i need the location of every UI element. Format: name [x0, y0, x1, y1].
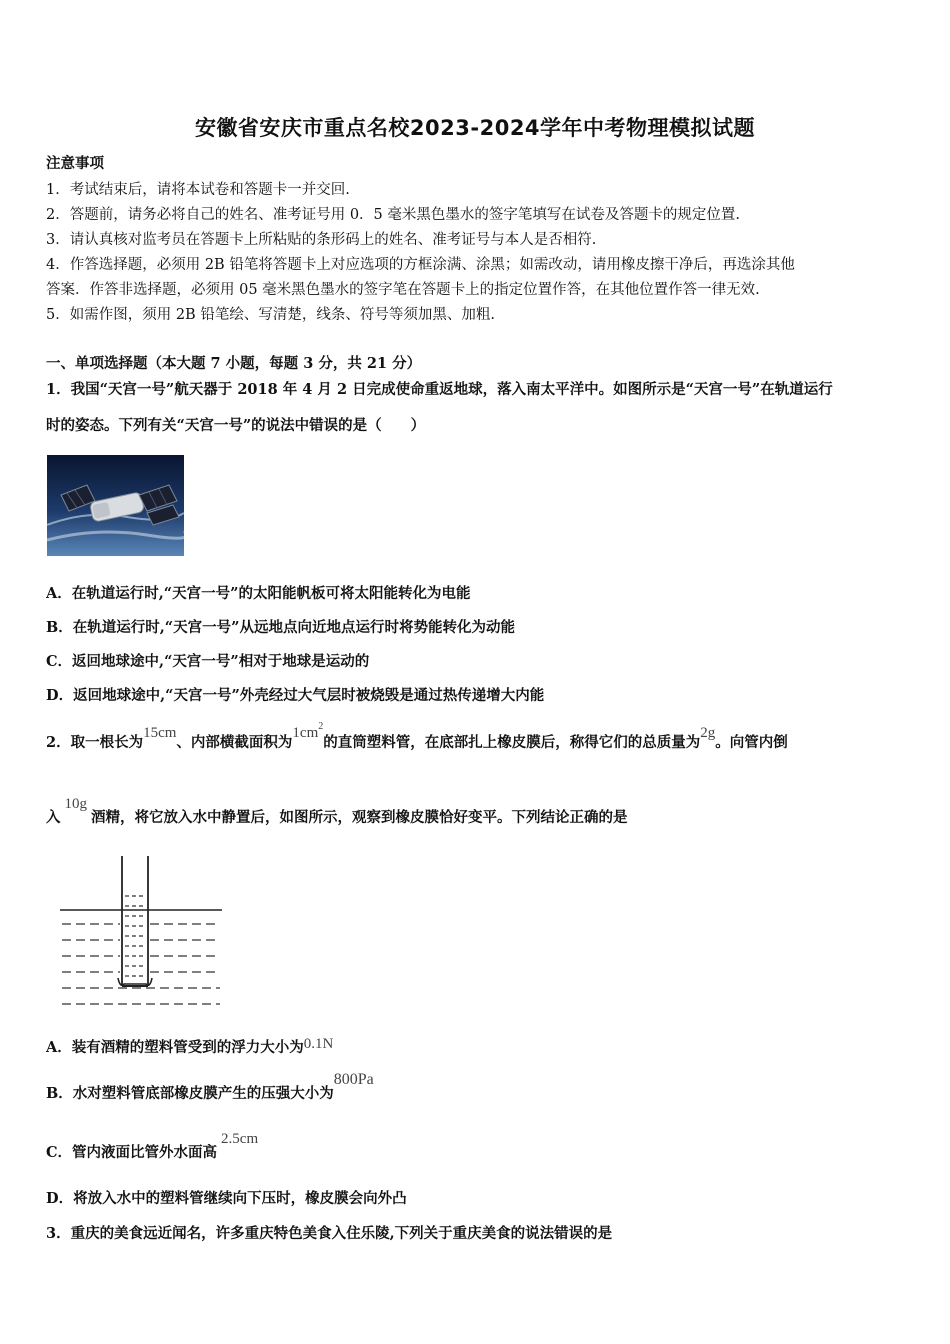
q2-option-b: B．水对塑料管底部橡皮膜产生的压强大小为800Pa: [46, 1071, 374, 1102]
q2-text: 。向管内倒: [715, 734, 788, 751]
notice-item: 4．作答选择题，必须用 2B 铅笔将答题卡上对应选项的方框涂满、涂黑；如需改动，请用橡皮擦干净后，再选涂其他: [46, 257, 795, 273]
question-1-line-2: 时的姿态。下列有关“天宫一号”的说法中错误的是（ ）: [46, 417, 426, 434]
q2-text: 的直筒塑料管，在底部扎上橡皮膜后，称得它们的总质量为: [323, 734, 701, 751]
q2-text: 酒精，将它放入水中静置后，如图所示，观察到橡皮膜恰好变平。下列结论正确的是: [91, 809, 628, 826]
notice-item: 1．考试结束后，请将本试卷和答题卡一并交回.: [46, 182, 350, 198]
q2-text: 2．取一根长为: [46, 734, 144, 751]
q1-option-a: A．在轨道运行时,“天宫一号”的太阳能帆板可将太阳能转化为电能: [46, 585, 471, 602]
notice-item: 答案．作答非选择题，必须用 05 毫米黑色墨水的签字笔在答题卡上的指定位置作答，在其他位置作答一律无效.: [46, 282, 760, 298]
q2-option-d: D．将放入水中的塑料管继续向下压时，橡皮膜会向外凸: [46, 1190, 407, 1207]
section-heading: 一、单项选择题（本大题 7 小题，每题 3 分，共 21 分）: [46, 355, 422, 372]
q2-math-alcohol: 10g: [64, 796, 87, 812]
tiangong-photo: [47, 455, 184, 556]
q2-option-a: A．装有酒精的塑料管受到的浮力大小为0.1N: [46, 1036, 334, 1056]
q2-math-length: 15cm: [143, 725, 177, 741]
question-1-line-1: 1．我国“天宫一号”航天器于 2018 年 4 月 2 日完成使命重返地球，落入南太平洋中。如图所示是“天宫一号”在轨道运行: [46, 381, 833, 398]
q1-option-d: D．返回地球途中,“天宫一号”外壳经过大气层时被烧毁是通过热传递增大内能: [46, 687, 545, 704]
notice-heading: 注意事项: [46, 155, 104, 172]
q2-text: 入: [46, 809, 61, 826]
question-2-line-2: [46, 796, 628, 827]
page-title: 安徽省安庆市重点名校2023-2024学年中考物理模拟试题: [194, 116, 756, 140]
q2-math-mass: 2g: [700, 725, 716, 741]
q2-option-c: C．管内液面比管外水面高2.5cm: [46, 1131, 259, 1161]
q2-text: 、内部横截面积为: [176, 734, 293, 751]
q2-option-c-value: 2.5cm: [221, 1131, 259, 1147]
notice-item: 2．答题前，请务必将自己的姓名、准考证号用 0．5 毫米黑色墨水的签字笔填写在试卷及答题卡的规定位置.: [46, 207, 740, 223]
q1-option-c: C．返回地球途中,“天宫一号”相对于地球是运动的: [46, 653, 370, 670]
q1-option-b: B．在轨道运行时,“天宫一号”从远地点向近地点运行时将势能转化为动能: [46, 619, 515, 636]
question-3-line-1: 3．重庆的美食远近闻名，许多重庆特色美食入住乐陵,下列关于重庆美食的说法错误的是: [46, 1225, 613, 1242]
q2-option-a-value: 0.1N: [303, 1036, 334, 1052]
tube-in-water-figure: [58, 852, 228, 1021]
q2-math-area: $1cm^2$: [292, 721, 324, 741]
notice-item: 5．如需作图，须用 2B 铅笔绘、写清楚，线条、符号等须加黑、加粗.: [46, 307, 495, 323]
q2-option-b-value: 800Pa: [333, 1071, 374, 1088]
question-2-line-1: [46, 721, 788, 752]
notice-item: 3．请认真核对监考员在答题卡上所粘贴的条形码上的姓名、准考证号与本人是否相符.: [46, 232, 597, 248]
